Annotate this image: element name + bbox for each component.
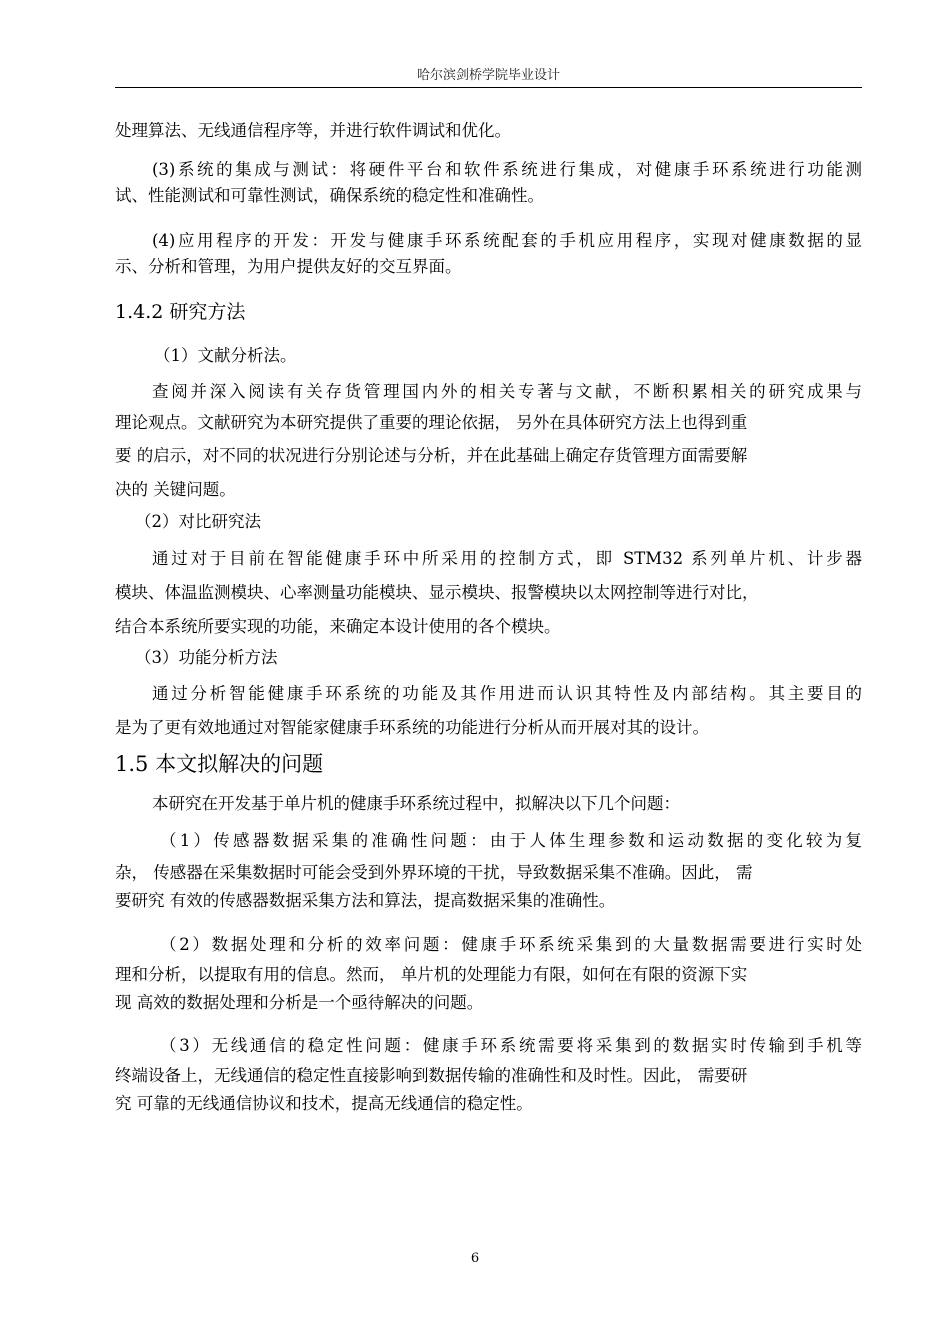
paragraph-line: 杂， 传感器在采集数据时可能会受到外界环境的干扰，导致数据采集不准确。因此， 需 [115,863,753,882]
paragraph-line: （2）数据处理和分析的效率问题：健康手环系统采集到的大量数据需要进行实时处 [160,935,862,954]
paragraph-line: 终端设备上，无线通信的稳定性直接影响到数据传输的准确性和及时性。因此， 需要研 [115,1066,748,1085]
paragraph-line: 决的 关键问题。 [115,480,236,499]
page-number: 6 [470,1251,480,1266]
section-heading-1-4-2: 1.4.2 研究方法 [115,301,246,323]
paragraph-line: 试、性能测试和可靠性测试，确保系统的稳定性和准确性。 [115,186,544,205]
header-rule [115,87,862,88]
paragraph-line: 要研究 有效的传感器数据采集方法和算法，提高数据采集的准确性。 [115,891,616,910]
paragraph-line: 处理算法、无线通信程序等，并进行软件调试和优化。 [115,121,511,140]
method-title: （2）对比研究法 [135,512,261,531]
paragraph-line: 查阅并深入阅读有关存货管理国内外的相关专著与文献，不断积累相关的研究成果与 [152,382,862,401]
section-heading-1-5: 1.5 本文拟解决的问题 [115,752,324,776]
paragraph-line: 是为了更有效地通过对智能家健康手环系统的功能进行分析从而开展对其的设计。 [115,718,709,737]
paragraph-line: （1）传感器数据采集的准确性问题：由于人体生理参数和运动数据的变化较为复 [160,831,862,850]
paragraph-line: (4)应用程序的开发：开发与健康手环系统配套的手机应用程序，实现对健康数据的显 [152,231,862,250]
paragraph-line: 理论观点。文献研究为本研究提供了重要的理论依据， 另外在具体研究方法上也得到重 [115,413,748,432]
running-header: 哈尔滨剑桥学院毕业设计 [416,68,560,83]
paragraph-line: 本研究在开发基于单片机的健康手环系统过程中，拟解决以下几个问题： [152,794,680,813]
paragraph-line: 模块、体温监测模块、心率测量功能模块、显示模块、报警模块以太网控制等进行对比， [115,583,759,602]
paragraph-line: (3)系统的集成与测试：将硬件平台和软件系统进行集成，对健康手环系统进行功能测 [152,160,862,179]
paragraph-line: 理和分析，以提取有用的信息。然而， 单片机的处理能力有限，如何在有限的资源下实 [115,965,748,984]
paragraph-line: 现 高效的数据处理和分析是一个亟待解决的问题。 [115,993,484,1012]
paragraph-line: 要 的启示，对不同的状况进行分别论述与分析，并在此基础上确定存货管理方面需要解 [115,446,748,465]
method-title: （3）功能分析方法 [135,648,278,667]
paragraph-line: （3）无线通信的稳定性问题：健康手环系统需要将采集到的数据实时传输到手机等 [160,1036,862,1055]
paragraph-line: 究 可靠的无线通信协议和技术，提高无线通信的稳定性。 [115,1094,533,1113]
paragraph-line: 示、分析和管理，为用户提供友好的交互界面。 [115,257,462,276]
method-title: （1）文献分析法。 [154,346,297,365]
paragraph-line: 通过分析智能健康手环系统的功能及其作用进而认识其特性及内部结构。其主要目的 [152,684,862,703]
paragraph-line: 结合本系统所要实现的功能，来确定本设计使用的各个模块。 [115,617,561,636]
paragraph-line: 通过对于目前在智能健康手环中所采用的控制方式，即 STM32 系列单片机、计步器 [152,549,862,568]
